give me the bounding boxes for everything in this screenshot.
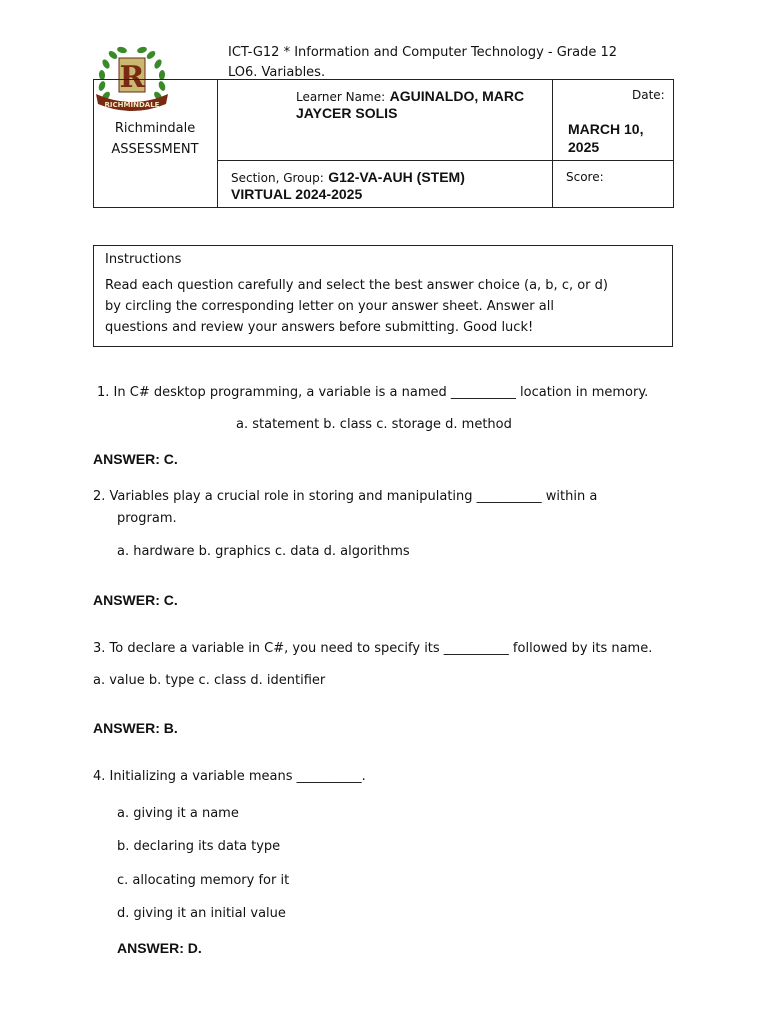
svg-text:R: R xyxy=(119,60,145,95)
date-value: MARCH 10, 2025 xyxy=(568,121,644,155)
question-4-answer: ANSWER: D. xyxy=(117,940,202,956)
question-1-answer: ANSWER: C. xyxy=(93,451,178,467)
question-3-answer: ANSWER: B. xyxy=(93,720,178,736)
question-2-continued: program. xyxy=(117,511,177,526)
question-4-option-d: d. giving it an initial value xyxy=(117,906,286,921)
question-4-option-b: b. declaring its data type xyxy=(117,839,281,854)
learner-name-continued: JAYCER SOLIS xyxy=(296,105,398,121)
school-name: Richmindale ASSESSMENT xyxy=(111,121,199,157)
question-1-options: a. statement b. class c. storage d. method xyxy=(236,417,512,432)
question-4: 4. Initializing a variable means __________. xyxy=(93,769,366,784)
question-4-option-c: c. allocating memory for it xyxy=(117,873,290,888)
instructions-title: Instructions xyxy=(105,252,182,267)
question-1: 1. In C# desktop programming, a variable is a named __________ location in memory. xyxy=(97,385,649,400)
section-field: Section, Group: G12-VA-AUH (STEM) xyxy=(231,169,465,185)
question-2-options: a. hardware b. graphics c. data d. algorithms xyxy=(117,544,410,559)
question-2-answer: ANSWER: C. xyxy=(93,592,178,608)
svg-text:RICHMINDALE: RICHMINDALE xyxy=(104,101,160,109)
instructions-body: Read each question carefully and select the best answer choice (a, b, c, or d) by circling the corresponding letter on your answer sheet. Answer all questions and review your answers before submitting. Good luck! xyxy=(105,278,608,335)
section-continued: VIRTUAL 2024-2025 xyxy=(231,186,363,202)
question-4-option-a: a. giving it a name xyxy=(117,806,239,821)
question-2: 2. Variables play a crucial role in storing and manipulating __________ within a xyxy=(93,489,598,504)
question-3: 3. To declare a variable in C#, you need to specify its __________ followed by its name. xyxy=(93,641,653,656)
score-label: Score: xyxy=(566,170,604,184)
learner-name-field: Learner Name: AGUINALDO, MARC xyxy=(296,88,525,104)
question-3-options: a. value b. type c. class d. identifier xyxy=(93,673,326,688)
course-title: ICT-G12 * Information and Computer Technology - Grade 12 LO6. Variables. xyxy=(228,45,618,80)
date-label: Date: xyxy=(632,88,665,102)
